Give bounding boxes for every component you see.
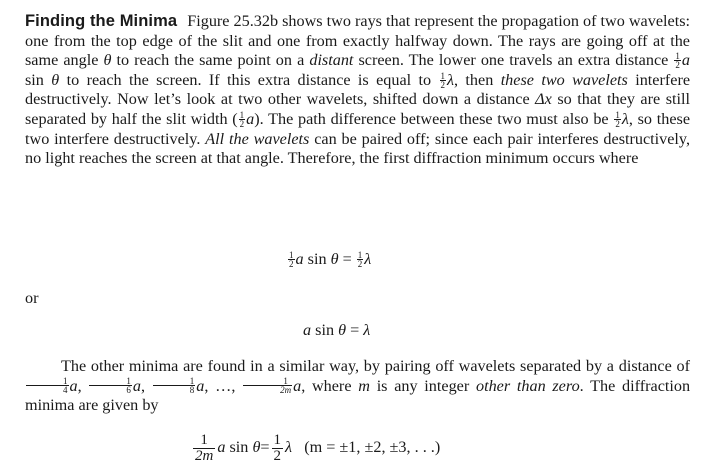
theta-symbol: θ [330, 250, 339, 268]
sin-text: sin [25, 70, 44, 89]
fraction-one-half: $\frac{1}{2}$ [440, 70, 445, 90]
theta-symbol: θ [51, 70, 60, 89]
connector-or: or [25, 289, 39, 307]
fraction-one-sixth: $\frac{1}{6}$ [89, 377, 132, 394]
equation-first-minimum [287, 249, 371, 269]
text-segment: to reach the same point on a [116, 51, 305, 70]
emphasis-distant: distant [309, 51, 354, 70]
fraction-one-over-2m: $\frac{1}{2m}$ [243, 377, 292, 394]
theta-symbol: θ [252, 438, 261, 457]
lambda-symbol: λ [364, 250, 372, 268]
var-a: a [196, 376, 205, 395]
emphasis-other-than-zero: other than zero [475, 376, 580, 395]
text-segment: interfere destructively. Now let’s look at two other wavelets, shifted down a distance [25, 70, 691, 109]
delta-x-symbol: Δx [535, 90, 552, 109]
text-segment: , then [454, 70, 494, 89]
lambda-symbol: λ [363, 321, 371, 339]
equals-sign: = [260, 438, 270, 457]
lambda-symbol: λ [447, 70, 455, 89]
fraction-one-half: $\frac{1}{2}$ [357, 249, 363, 269]
sin-text: sin [315, 321, 335, 339]
m-range: (m = ±1, ±2, ±3, . . .) [304, 438, 441, 457]
equals-sign: = [350, 321, 360, 339]
fraction-one-half: $\frac{1}{2}$ [289, 249, 294, 269]
text-segment: ). The path difference between these two must also be [254, 109, 609, 128]
ellipsis: …, [215, 376, 236, 395]
text-segment: screen. The lower one travels an extra distance [358, 51, 669, 70]
text-segment: to reach the screen. If this extra distance is equal to [66, 70, 432, 89]
lambda-symbol: λ [621, 109, 629, 128]
equation-simplified [303, 320, 370, 340]
section-heading: Finding the Minima [25, 12, 178, 30]
var-a: a [295, 250, 304, 268]
var-a: a [132, 376, 141, 395]
var-a: a [303, 321, 312, 339]
text-segment: , so these two interfere destructively. [25, 109, 691, 148]
paragraph-other-minima: The other minima are found in a similar way, by pairing off wavelets separated by a distance of $\frac{1}{4}$ a, $\frac{1}{6}$ a, $\frac{1}{8}$ a, …, $\frac{1}{2m}$ a, where m is any integer other than zero. The diffraction minima are given by [25, 357, 691, 415]
fraction-one-half: $\frac{1}{2}$ [239, 109, 245, 129]
fraction-one-half: $\frac{1}{2}$ [615, 109, 620, 129]
var-m: m [358, 376, 370, 395]
fraction-one-eighth: $\frac{1}{8}$ [153, 377, 196, 394]
sin-text: sin [307, 250, 327, 268]
theta-symbol: θ [103, 51, 112, 70]
paragraph-finding-minima [25, 12, 690, 169]
sin-text: sin [229, 438, 249, 457]
fraction-one-half: $\frac{1}{2}$ [675, 50, 680, 70]
fraction-one-over-2m: $\frac{1}{2m}$ [195, 432, 214, 464]
equation-diffraction-minima [191, 433, 440, 464]
text-segment: Figure 25.32b shows two rays that represent the propagation of two wavelets: one from the top edge of the slit and one from exactly halfway down. The rays are going off at the same angle [25, 12, 690, 70]
fraction-one-quarter: $\frac{1}{4}$ [26, 377, 69, 394]
lambda-symbol: λ [285, 438, 293, 457]
var-a: a [293, 376, 302, 395]
equals-sign: = [342, 250, 352, 268]
emphasis-these-wavelets: these two wavelets [500, 70, 628, 89]
var-a: a [69, 376, 78, 395]
text-segment: so that they are still separated by half the slit width ( [25, 90, 690, 128]
text-segment: is any integer [376, 376, 470, 395]
text-segment: can be paired off; since each pair interferes destructively, no light reaches the screen at that angle. Therefore, the first diffraction minimum occurs where [25, 129, 691, 168]
fraction-one-half: $\frac{1}{2}$ [273, 432, 282, 464]
var-a: a [217, 438, 226, 457]
text-segment: The other minima are found in a similar way, by pairing off wavelets separated by a distance of [61, 357, 690, 375]
emphasis-all-wavelets: All the wavelets [205, 129, 310, 148]
text-segment: , where [301, 376, 352, 395]
var-a: a [246, 109, 255, 128]
theta-symbol: θ [338, 321, 347, 339]
text-segment: . The diffraction minima are given by [25, 376, 691, 415]
var-a: a [681, 51, 690, 70]
